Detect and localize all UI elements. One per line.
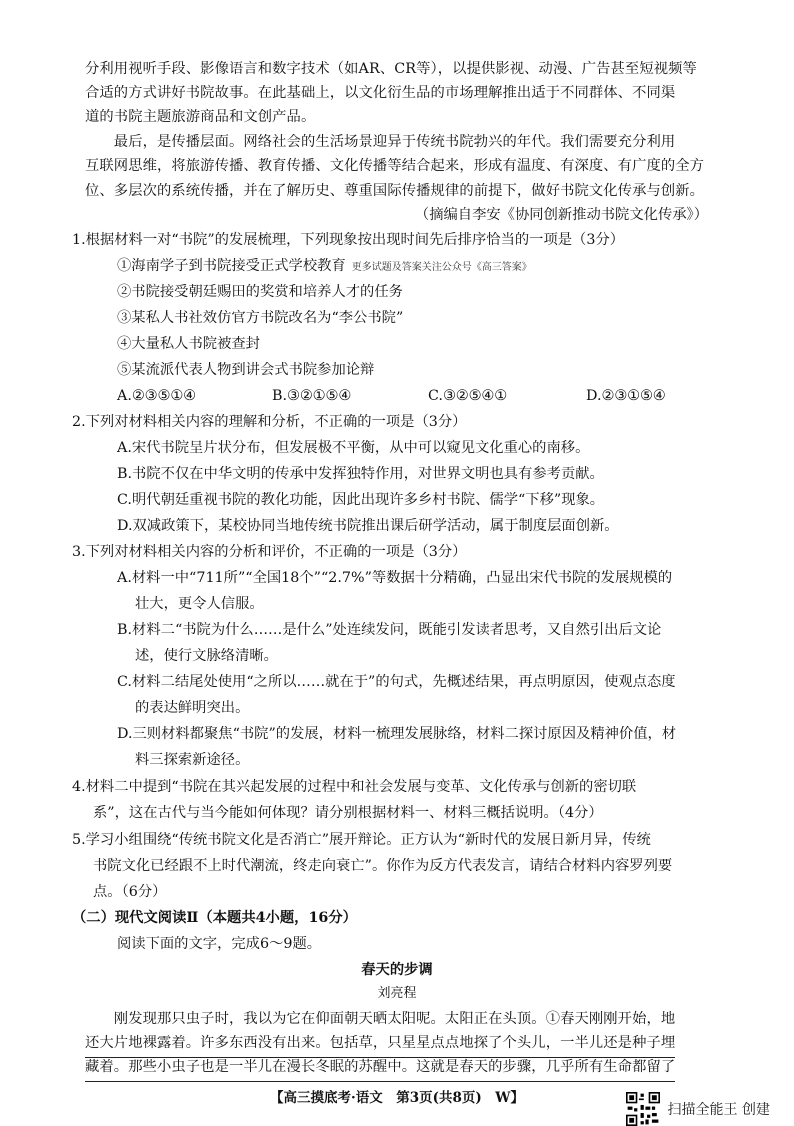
q5-line-3: 点。（6分）: [93, 884, 167, 900]
intro-line-1: 分利用视听手段、影像语言和数字技术（如AR、CR等），以提供影视、动漫、广告甚至短视频等: [85, 61, 697, 77]
q3-option-c-line2: 的表达鲜明突出。: [135, 700, 250, 716]
article-line-3: 藏着。那些小虫子也是一半儿在漫长冬眠的苏醒中。这就是春天的步骤，几乎所有生命都留了: [85, 1056, 675, 1082]
q2-option-d: D.双减政策下，某校协同当地传统书院推出课后研学活动，属于制度层面创新。: [117, 518, 619, 534]
q2-option-a: A.宋代书院呈片状分布，但发展极不平衡，从中可以窥见文化重心的南移。: [117, 440, 590, 456]
article-line-1: 刚发现那只虫子时，我以为它在仰面朝天晒太阳呢。太阳正在头顶。①春天刚刚开始，地: [85, 1011, 676, 1027]
q1-item-3: ③某私人书社效仿官方书院改名为“李公书院”: [117, 310, 404, 326]
intro-line-3: 道的书院主题旅游商品和文创产品。: [85, 109, 316, 125]
page-footer: 【高三摸底考·语文 第3页(共8页) W】: [270, 1090, 524, 1106]
q3-option-b-line1: B.材料二“书院为什么……是什么”处连续发问，既能引发读者思考，又自然引出后文论: [117, 622, 662, 638]
q5-line-2: 书院文化已经跟不上时代潮流，终走向衰亡”。你作为反方代表发言，请结合材料内容罗列要: [93, 858, 673, 874]
article-line-2: 还大片地裸露着。许多东西没有出来。包括草，只星星点点地探了个头儿，一半儿还是种子埋: [85, 1032, 675, 1058]
q1-option-d: D.②③①⑤④: [586, 388, 666, 404]
q3-option-b-line2: 述，使行文脉络清晰。: [135, 648, 278, 664]
q3-option-d-line1: D.三则材料都聚焦“书院”的发展，材料一梳理发展脉络，材料二探讨原因及精神价值，材: [117, 726, 677, 742]
q1-option-b: B.③②①⑤④: [272, 388, 352, 404]
q2-option-b: B.书院不仅在中华文明的传承中发挥独特作用，对世界文明也具有参考贡献。: [117, 466, 604, 482]
intro-line-5: 互联网思维，将旅游传播、教育传播、文化传播等结合起来，形成有温度、有深度、有广度的全方: [85, 158, 705, 174]
article-title: 春天的步调: [361, 962, 433, 978]
source-citation: （摘编自李安《协同创新推动书院文化传承》）: [414, 207, 708, 223]
article-author: 刘亮程: [377, 986, 417, 1001]
q1-option-c: C.③②⑤④①: [428, 388, 508, 404]
intro-line-2: 合适的方式讲好书院故事。在此基础上，以文化衍生品的市场理解推出适于不同群体、不同渠: [85, 85, 676, 101]
q3-option-d-line2: 料三探索新途径。: [135, 752, 250, 768]
q4-line-2: 系”，这在古代与当今能如何体现？请分别根据材料一、材料三概括说明。（4分）: [93, 805, 603, 821]
q1-item-2: ②书院接受朝廷赐田的奖赏和培养人才的任务: [117, 284, 403, 300]
q3-option-a-line1: A.材料一中“711所”“全国18个”“2.7%”等数据十分精确，凸显出宋代书院的发展规模的: [117, 570, 673, 586]
q3-option-a-line2: 壮大，更令人信服。: [135, 596, 264, 612]
q3-option-c-line1: C.材料二结尾处使用“之所以……就在于”的句式，先概述结果，再点明原因，使观点态度: [117, 674, 676, 690]
q4-line-1: 4.材料二中提到“书院在其兴起发展的过程中和社会发展与变革、文化传承与创新的密切联: [72, 779, 637, 795]
q1-item-5: ⑤某流派代表人物到讲会式书院参加论辩: [117, 362, 375, 378]
q2-option-c: C.明代朝廷重视书院的教化功能，因此出现许多乡村书院、儒学“下移”现象。: [117, 492, 605, 508]
q5-line-1: 5.学习小组围绕“传统书院文化是否消亡”展开辩论。正方认为“新时代的发展日新月异，传统: [72, 832, 651, 848]
section2-instruction: 阅读下面的文字，完成6～9题。: [117, 936, 322, 952]
intro-line-4: 最后，是传播层面。网络社会的生活场景迎异于传统书院勃兴的年代。我们需要充分利用: [85, 134, 676, 150]
q1-stem: 1.根据材料一对“书院”的发展梳理，下列现象按出现时间先后排序恰当的一项是（3分）: [72, 232, 625, 248]
intro-line-6: 位、多层次的系统传播，并在了解历史、尊重国际传播规律的前提下，做好书院文化传承与创新。: [85, 183, 705, 199]
q2-stem: 2.下列对材料相关内容的理解和分析，不正确的一项是（3分）: [72, 414, 467, 430]
q1-item-4: ④大量私人书院被查封: [117, 336, 260, 352]
qr-code-icon: [626, 1092, 660, 1126]
q1-option-a: A.②③⑤①④: [117, 388, 196, 404]
promo-note: 更多试题及答案关注公众号《高三答案》: [351, 262, 532, 273]
q1-item-1: ①海南学子到书院接受正式学校教育 更多试题及答案关注公众号《高三答案》: [117, 258, 532, 274]
section2-heading: （二）现代文阅读Ⅱ（本题共4小题，16分）: [72, 910, 357, 926]
q3-stem: 3.下列对材料相关内容的分析和评价，不正确的一项是（3分）: [72, 544, 467, 560]
scanner-watermark: [626, 1092, 770, 1126]
watermark-text: 扫描全能王 创建: [667, 1102, 770, 1118]
